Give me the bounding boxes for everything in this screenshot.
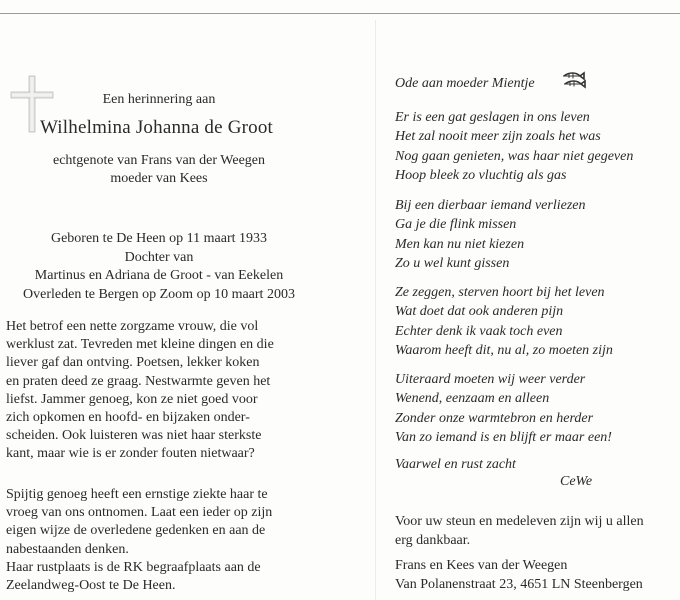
poem-line: Wenend, eenzaam en alleen — [395, 391, 550, 407]
poem-stanza-4 — [395, 370, 612, 447]
bio-line: Zeelandweg-Oost te De Heen. — [6, 578, 176, 594]
poem-line: Bij een dierbaar iemand verliezen — [395, 198, 586, 213]
pisces-fish-icon — [561, 70, 587, 90]
bio-line: Spijtig genoeg heeft een ernstige ziekte haar te — [6, 487, 268, 502]
family-address — [395, 556, 643, 594]
bio-line: Haar rustplaats is de RK begraafplaats aan de — [6, 559, 261, 575]
poem-line: Waarom heeft dit, nu al, zo moeten zijn — [395, 342, 613, 358]
family-street-address: Van Polanenstraat 23, 4651 LN Steenbergen — [395, 577, 643, 592]
poem-line: Zonder onze warmtebron en herder — [395, 410, 594, 426]
bio-line: werklust zat. Tevreden met kleine dingen en die — [6, 337, 274, 353]
bio-line: nabestaanden denken. — [6, 541, 129, 557]
thanks-line: erg dankbaar. — [395, 533, 471, 548]
birth-line: Geboren te De Heen op 11 maart 1933 — [50, 231, 267, 246]
bio-line: en praten deed ze graag. Nestwarmte geven het — [6, 373, 271, 389]
family-names: Frans en Kees van der Weegen — [395, 558, 568, 573]
bio-line: Het betrof een nette zorgzame vrouw, die vol — [6, 319, 259, 334]
thanks-note — [395, 512, 644, 550]
poem-line: Er is een gat geslagen in ons leven — [395, 110, 590, 125]
bio-line: eigen wijze de overledene gedenken en aan de — [6, 523, 266, 539]
poem-line: Men kan nu niet kiezen — [395, 236, 525, 252]
parents-line: Martinus en Adriana de Groot - van Eekelen — [34, 268, 284, 283]
bio-line: liefst. Jammer genoeg, kon ze niet goed voor — [6, 391, 258, 407]
deceased-name: Wilhelmina Johanna de Groot — [39, 117, 274, 138]
bio-line: vroeg van ons ontnomen. Laat een ieder op zijn — [6, 505, 273, 521]
poem-title: Ode aan moeder Mientje — [395, 76, 535, 91]
poem-line: Hoop bleek zo vluchtig als gas — [395, 167, 567, 183]
poem-line: Echter denk ik vaak toch even — [395, 323, 563, 339]
poem-line: Wat doet dat ook anderen pijn — [395, 304, 564, 320]
poem-line: Uiteraard moeten wij weer verder — [395, 372, 586, 387]
poem-line: Van zo iemand is en blijft er maar een! — [395, 429, 612, 445]
poem-farewell: Vaarwel en rust zacht — [395, 457, 516, 472]
bio-line: kant, maar wie is er zonder fouten nietwaar? — [6, 446, 255, 462]
daughter-of-line: Dochter van — [124, 249, 194, 265]
spouse-line: echtgenote van Frans van der Weegen — [52, 153, 266, 168]
bio-line: scheiden. Ook luisteren was niet haar sterkste — [6, 428, 262, 444]
poem-line: Het zal nooit meer zijn zoals het was — [395, 129, 601, 145]
death-line: Overleden te Bergen op Zoom op 10 maart 2003 — [23, 286, 295, 302]
poem-stanza-2 — [395, 196, 586, 273]
poem-line: Ga je die flink missen — [395, 217, 517, 233]
poem-stanza-1 — [395, 108, 633, 185]
bio-line: zich opkomen en hoofd- en bijzaken onder- — [6, 410, 250, 426]
biography-paragraph-1 — [6, 318, 318, 464]
thanks-line: Voor uw steun en medeleven zijn wij u allen — [395, 514, 644, 529]
top-border-line — [0, 13, 680, 14]
poem-line: Zo u wel kunt gissen — [395, 255, 510, 271]
biography-paragraph-2 — [6, 486, 318, 595]
card-fold-line — [375, 20, 376, 600]
bio-line: liever gaf dan ontving. Poetsen, lekker koken — [6, 355, 260, 371]
poem-stanza-3 — [395, 283, 613, 360]
poem-author: CeWe — [560, 474, 593, 489]
mother-line: moeder van Kees — [110, 171, 208, 186]
poem-line: Nog gaan genieten, was haar niet gegeven — [395, 148, 634, 164]
intro-line: Een herinnering aan — [102, 92, 216, 107]
birth-death-details — [0, 230, 318, 304]
poem-line: Ze zeggen, sterven hoort bij het leven — [395, 285, 605, 300]
